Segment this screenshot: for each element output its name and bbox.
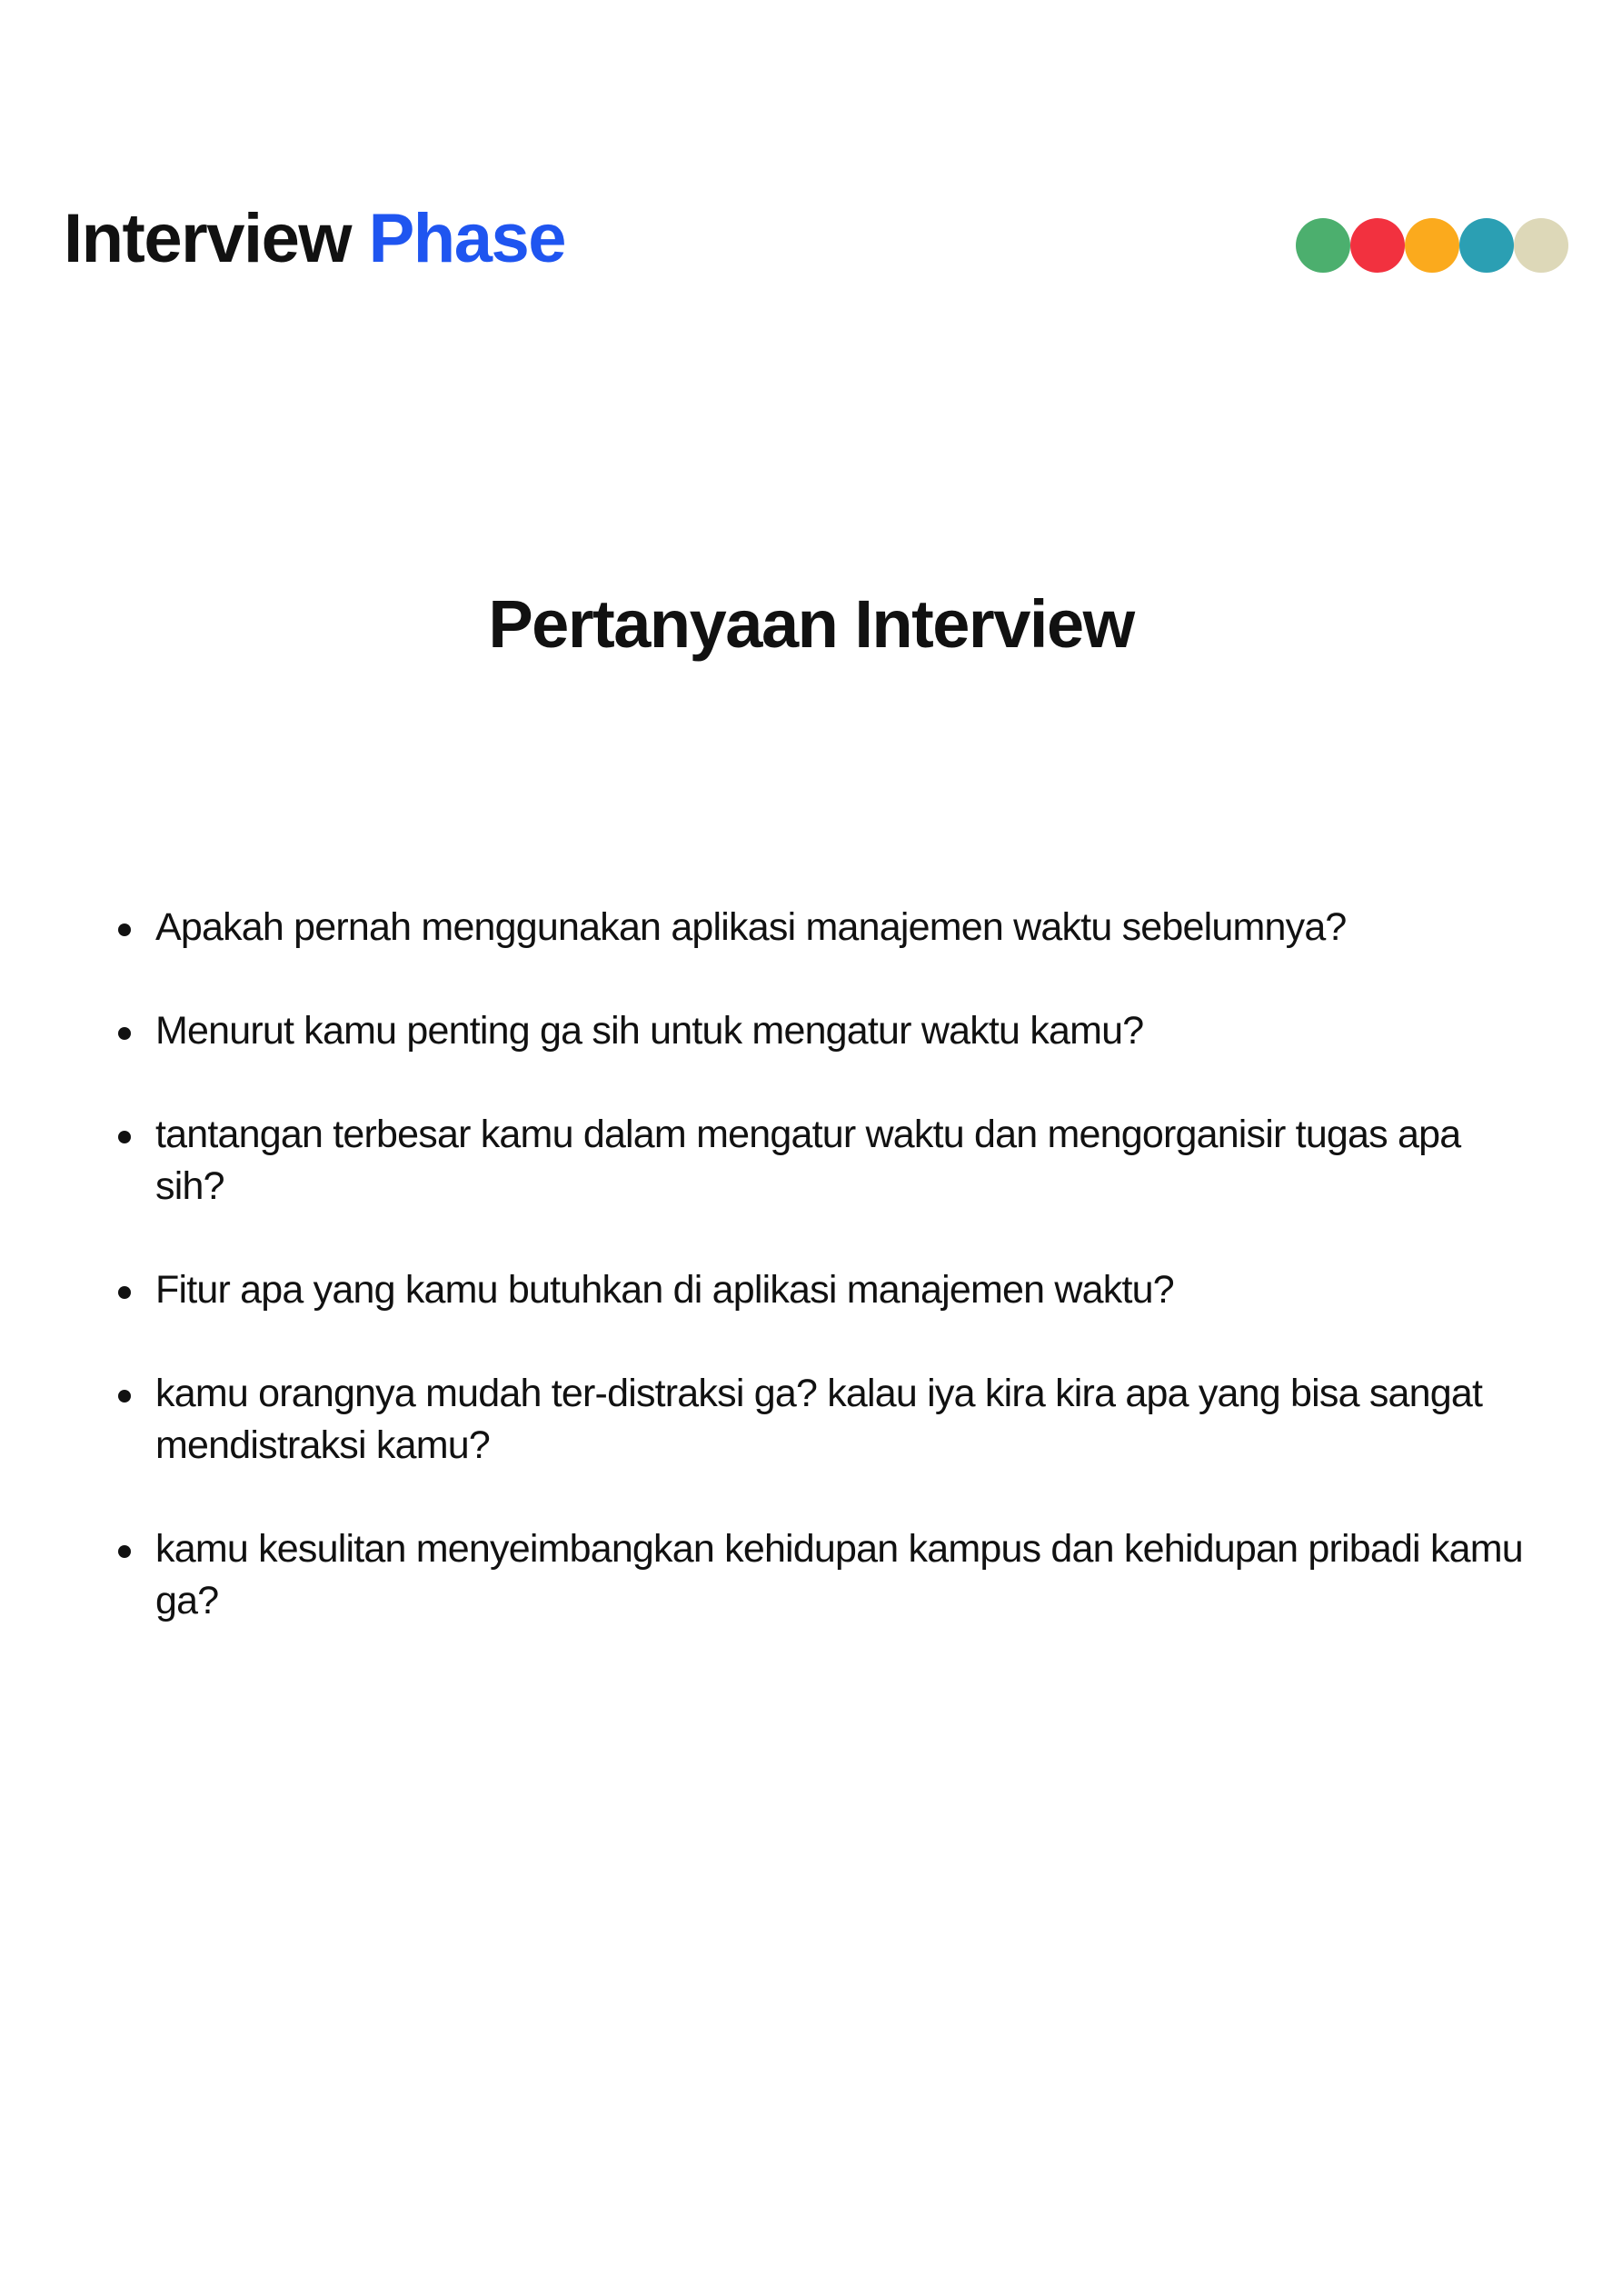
question-text: tantangan terbesar kamu dalam mengatur waktu dan mengorganisir tugas apa sih? — [155, 1113, 1461, 1208]
list-item — [118, 1368, 1536, 1472]
bullet-icon — [118, 1286, 131, 1299]
teal-dot-icon — [1459, 218, 1514, 273]
bullet-icon — [118, 1390, 131, 1403]
list-item — [118, 902, 1536, 953]
page-title-main: Interview — [64, 200, 351, 277]
question-text: Apakah pernah menggunakan aplikasi manajemen waktu sebelumnya? — [155, 905, 1347, 949]
question-text: kamu kesulitan menyeimbangkan kehidupan kampus dan kehidupan pribadi kamu ga? — [155, 1527, 1523, 1622]
beige-dot-icon — [1514, 218, 1568, 273]
bullet-icon — [118, 1131, 131, 1143]
question-text: Menurut kamu penting ga sih untuk mengatur waktu kamu? — [155, 1009, 1144, 1053]
orange-dot-icon — [1405, 218, 1459, 273]
section-heading: Pertanyaan Interview — [488, 586, 1134, 662]
bullet-icon — [118, 923, 131, 936]
question-text: Fitur apa yang kamu butuhkan di aplikasi manajemen waktu? — [155, 1268, 1174, 1312]
question-text: kamu orangnya mudah ter-distraksi ga? kalau iya kira kira apa yang bisa sangat mendistraksi kamu? — [155, 1372, 1483, 1467]
green-dot-icon — [1296, 218, 1350, 273]
page-title-accent: Phase — [368, 200, 566, 277]
decorative-dots — [1296, 218, 1568, 273]
bullet-icon — [118, 1027, 131, 1040]
list-item — [118, 1109, 1536, 1213]
page-title — [64, 200, 566, 277]
list-item — [118, 1264, 1536, 1316]
list-item — [118, 1005, 1536, 1057]
red-dot-icon — [1350, 218, 1405, 273]
question-list — [118, 902, 1536, 1679]
bullet-icon — [118, 1545, 131, 1558]
list-item — [118, 1523, 1536, 1627]
